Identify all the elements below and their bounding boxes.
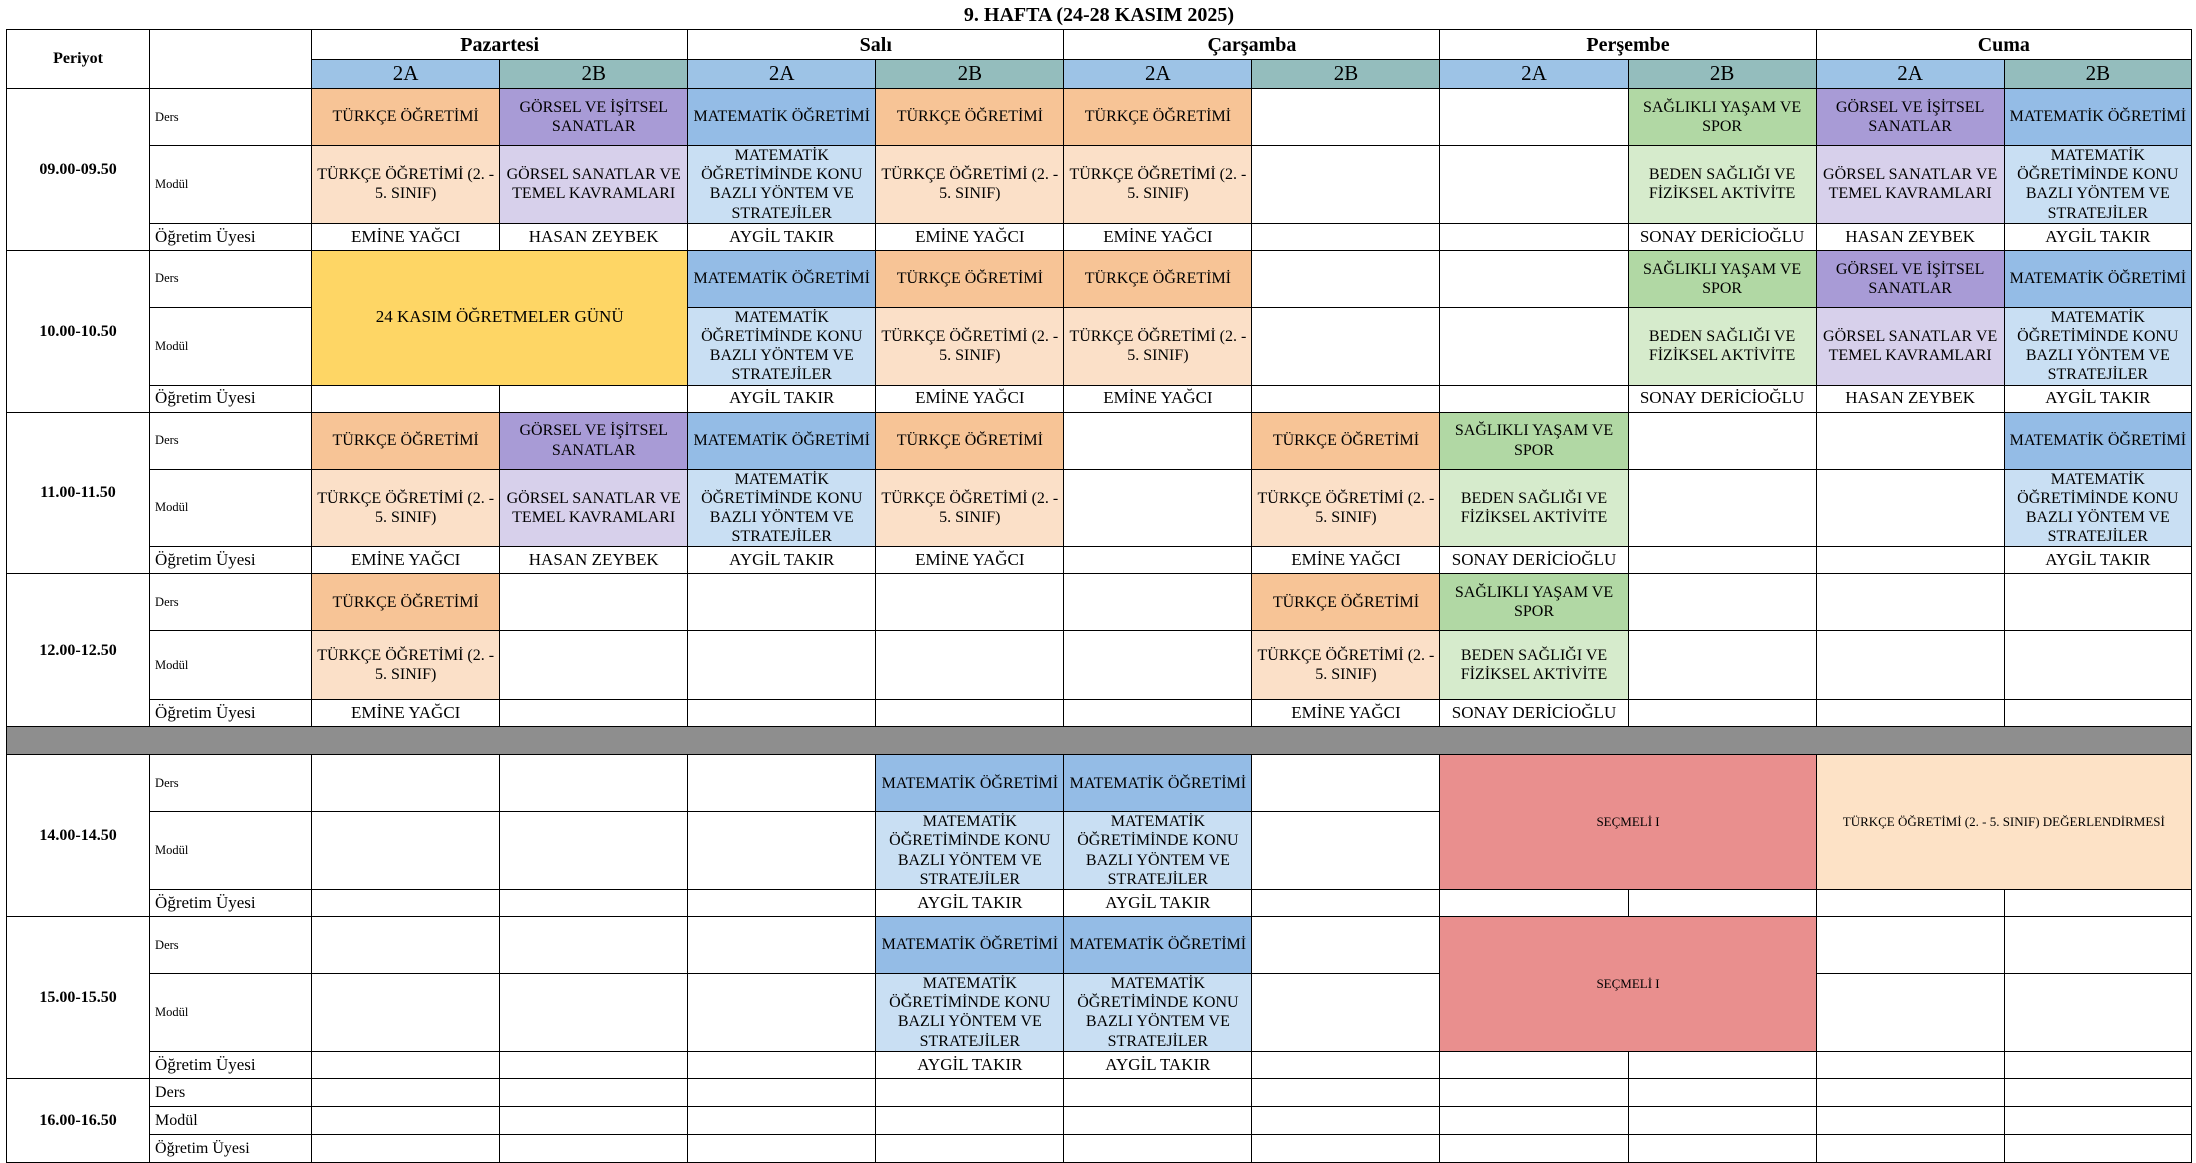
empty-cell (500, 574, 688, 631)
empty-cell (1628, 700, 1816, 727)
period-time: 09.00-09.50 (7, 89, 150, 251)
course-cell: TÜRKÇE ÖĞRETİMİ (1252, 412, 1440, 469)
row-label-ders: Ders (150, 574, 312, 631)
row-label-modul: Modül (150, 631, 312, 700)
module-cell: BEDEN SAĞLIĞI VE FİZİKSEL AKTİVİTE (1628, 307, 1816, 385)
row-label-ders: Ders (150, 917, 312, 974)
empty-cell (1064, 574, 1252, 631)
empty-cell (500, 1078, 688, 1106)
row-label-modul: Modül (150, 307, 312, 385)
course-cell: GÖRSEL VE İŞİTSEL SANATLAR (500, 412, 688, 469)
schedule-sheet (6, 0, 2192, 1163)
empty-cell (1816, 631, 2004, 700)
evaluation-cell: TÜRKÇE ÖĞRETİMİ (2. - 5. SINIF) DEĞERLENDİRMESİ (1816, 755, 2191, 890)
empty-cell (688, 631, 876, 700)
empty-cell (500, 700, 688, 727)
teacher-cell: HASAN ZEYBEK (500, 223, 688, 250)
period-time: 11.00-11.50 (7, 412, 150, 574)
teacher-cell: EMİNE YAĞCI (312, 700, 500, 727)
row-label-hoca: Öğretim Üyesi (150, 223, 312, 250)
teacher-cell: AYGİL TAKIR (2004, 223, 2191, 250)
empty-cell (1064, 1106, 1252, 1134)
teacher-cell: EMİNE YAĞCI (312, 223, 500, 250)
empty-cell (876, 574, 1064, 631)
period-time: 12.00-12.50 (7, 574, 150, 727)
teacher-cell: EMİNE YAĞCI (876, 547, 1064, 574)
empty-cell (312, 1051, 500, 1078)
weekly-schedule-table (6, 0, 2192, 1163)
empty-cell (1628, 1078, 1816, 1106)
empty-cell (1252, 223, 1440, 250)
module-cell: MATEMATİK ÖĞRETİMİNDE KONU BAZLI YÖNTEM VE STRATEJİLER (2004, 469, 2191, 547)
empty-cell (500, 755, 688, 812)
empty-cell (688, 574, 876, 631)
empty-cell (2004, 917, 2191, 974)
period-time: 16.00-16.50 (7, 1078, 150, 1162)
empty-cell (1440, 1106, 1628, 1134)
holiday-cell: 24 KASIM ÖĞRETMELER GÜNÜ (312, 250, 688, 385)
module-cell: MATEMATİK ÖĞRETİMİNDE KONU BAZLI YÖNTEM VE STRATEJİLER (688, 469, 876, 547)
teacher-cell: EMİNE YAĞCI (1252, 700, 1440, 727)
empty-cell (2004, 1134, 2191, 1162)
row-label-hoca: Öğretim Üyesi (150, 385, 312, 412)
empty-cell (2004, 890, 2191, 917)
empty-header-cell (150, 30, 312, 89)
row-label-hoca: Öğretim Üyesi (150, 547, 312, 574)
empty-cell (1440, 890, 1628, 917)
group-header: 2A (312, 60, 500, 89)
empty-cell (500, 1106, 688, 1134)
empty-cell (1252, 1078, 1440, 1106)
empty-cell (1816, 974, 2004, 1052)
course-cell: MATEMATİK ÖĞRETİMİ (688, 89, 876, 146)
group-header: 2A (1816, 60, 2004, 89)
course-cell: MATEMATİK ÖĞRETİMİ (1064, 917, 1252, 974)
empty-cell (1064, 1134, 1252, 1162)
empty-cell (1816, 890, 2004, 917)
teacher-cell: SONAY DERİCİOĞLU (1440, 700, 1628, 727)
empty-cell (1252, 250, 1440, 307)
module-cell: TÜRKÇE ÖĞRETİMİ (2. - 5. SINIF) (1252, 469, 1440, 547)
module-cell: GÖRSEL SANATLAR VE TEMEL KAVRAMLARI (1816, 146, 2004, 224)
empty-cell (312, 1078, 500, 1106)
module-cell: MATEMATİK ÖĞRETİMİNDE KONU BAZLI YÖNTEM VE STRATEJİLER (876, 974, 1064, 1052)
empty-cell (1628, 547, 1816, 574)
teacher-cell: AYGİL TAKIR (2004, 547, 2191, 574)
empty-cell (1252, 146, 1440, 224)
module-cell: MATEMATİK ÖĞRETİMİNDE KONU BAZLI YÖNTEM VE STRATEJİLER (2004, 146, 2191, 224)
teacher-cell: HASAN ZEYBEK (1816, 385, 2004, 412)
teacher-cell: EMİNE YAĞCI (876, 223, 1064, 250)
module-cell: BEDEN SAĞLIĞI VE FİZİKSEL AKTİVİTE (1628, 146, 1816, 224)
module-cell: TÜRKÇE ÖĞRETİMİ (2. - 5. SINIF) (876, 307, 1064, 385)
teacher-cell: SONAY DERİCİOĞLU (1440, 547, 1628, 574)
course-cell: TÜRKÇE ÖĞRETİMİ (876, 89, 1064, 146)
teacher-cell: AYGİL TAKIR (688, 385, 876, 412)
teacher-cell: AYGİL TAKIR (876, 890, 1064, 917)
empty-cell (1628, 574, 1816, 631)
empty-cell (2004, 631, 2191, 700)
course-cell: GÖRSEL VE İŞİTSEL SANATLAR (1816, 89, 2004, 146)
empty-cell (1064, 700, 1252, 727)
day-header-thursday: Perşembe (1440, 30, 1816, 60)
course-cell: MATEMATİK ÖĞRETİMİ (688, 412, 876, 469)
group-header: 2A (1064, 60, 1252, 89)
row-label-modul: Modül (150, 812, 312, 890)
course-cell: GÖRSEL VE İŞİTSEL SANATLAR (500, 89, 688, 146)
course-cell: TÜRKÇE ÖĞRETİMİ (312, 574, 500, 631)
empty-cell (1064, 469, 1252, 547)
module-cell: TÜRKÇE ÖĞRETİMİ (2. - 5. SINIF) (312, 631, 500, 700)
empty-cell (688, 700, 876, 727)
empty-cell (1252, 307, 1440, 385)
empty-cell (1252, 89, 1440, 146)
schedule-title: 9. HAFTA (24-28 KASIM 2025) (7, 0, 2192, 30)
elective-cell: SEÇMELİ I (1440, 917, 1816, 1052)
empty-cell (1628, 1106, 1816, 1134)
empty-cell (2004, 974, 2191, 1052)
empty-cell (500, 385, 688, 412)
empty-cell (1252, 974, 1440, 1052)
empty-cell (1628, 412, 1816, 469)
empty-cell (1816, 917, 2004, 974)
teacher-cell: HASAN ZEYBEK (500, 547, 688, 574)
row-label-ders: Ders (150, 250, 312, 307)
row-label-modul: Modül (150, 146, 312, 224)
course-cell: MATEMATİK ÖĞRETİMİ (876, 917, 1064, 974)
empty-cell (2004, 700, 2191, 727)
teacher-cell: AYGİL TAKIR (1064, 1051, 1252, 1078)
teacher-cell: AYGİL TAKIR (688, 547, 876, 574)
teacher-cell: EMİNE YAĞCI (1064, 385, 1252, 412)
module-cell: MATEMATİK ÖĞRETİMİNDE KONU BAZLI YÖNTEM VE STRATEJİLER (876, 812, 1064, 890)
empty-cell (1252, 1106, 1440, 1134)
empty-cell (1252, 1051, 1440, 1078)
module-cell: TÜRKÇE ÖĞRETİMİ (2. - 5. SINIF) (876, 469, 1064, 547)
empty-cell (1628, 469, 1816, 547)
course-cell: TÜRKÇE ÖĞRETİMİ (1064, 89, 1252, 146)
row-label-ders: Ders (150, 412, 312, 469)
row-label-ders: Ders (150, 1078, 312, 1106)
empty-cell (1064, 1078, 1252, 1106)
teacher-cell: AYGİL TAKIR (688, 223, 876, 250)
group-header: 2A (1440, 60, 1628, 89)
empty-cell (1064, 412, 1252, 469)
empty-cell (312, 1106, 500, 1134)
empty-cell (688, 755, 876, 812)
empty-cell (312, 917, 500, 974)
module-cell: BEDEN SAĞLIĞI VE FİZİKSEL AKTİVİTE (1440, 469, 1628, 547)
empty-cell (688, 1051, 876, 1078)
teacher-cell: AYGİL TAKIR (1064, 890, 1252, 917)
empty-cell (1440, 146, 1628, 224)
day-header-tuesday: Salı (688, 30, 1064, 60)
row-label-modul: Modül (150, 974, 312, 1052)
empty-cell (500, 1134, 688, 1162)
course-cell: MATEMATİK ÖĞRETİMİ (2004, 250, 2191, 307)
row-label-modul: Modül (150, 469, 312, 547)
empty-cell (2004, 1106, 2191, 1134)
row-label-ders: Ders (150, 89, 312, 146)
row-label-hoca: Öğretim Üyesi (150, 890, 312, 917)
course-cell: TÜRKÇE ÖĞRETİMİ (1064, 250, 1252, 307)
empty-cell (1252, 755, 1440, 812)
empty-cell (312, 812, 500, 890)
empty-cell (1816, 700, 2004, 727)
group-header: 2B (2004, 60, 2191, 89)
course-cell: TÜRKÇE ÖĞRETİMİ (1252, 574, 1440, 631)
empty-cell (1064, 631, 1252, 700)
empty-cell (688, 890, 876, 917)
empty-cell (1440, 89, 1628, 146)
teacher-cell: HASAN ZEYBEK (1816, 223, 2004, 250)
course-cell: TÜRKÇE ÖĞRETİMİ (312, 412, 500, 469)
course-cell: SAĞLIKLI YAŞAM VE SPOR (1628, 250, 1816, 307)
empty-cell (688, 1106, 876, 1134)
periyot-header: Periyot (7, 30, 150, 89)
empty-cell (1252, 812, 1440, 890)
course-cell: GÖRSEL VE İŞİTSEL SANATLAR (1816, 250, 2004, 307)
period-time: 10.00-10.50 (7, 250, 150, 412)
module-cell: MATEMATİK ÖĞRETİMİNDE KONU BAZLI YÖNTEM VE STRATEJİLER (1064, 812, 1252, 890)
empty-cell (876, 1078, 1064, 1106)
empty-cell (1816, 1134, 2004, 1162)
empty-cell (1252, 385, 1440, 412)
empty-cell (1816, 412, 2004, 469)
module-cell: TÜRKÇE ÖĞRETİMİ (2. - 5. SINIF) (1064, 307, 1252, 385)
group-header: 2A (688, 60, 876, 89)
module-cell: TÜRKÇE ÖĞRETİMİ (2. - 5. SINIF) (1064, 146, 1252, 224)
empty-cell (500, 890, 688, 917)
empty-cell (2004, 574, 2191, 631)
empty-cell (1252, 890, 1440, 917)
course-cell: TÜRKÇE ÖĞRETİMİ (876, 250, 1064, 307)
empty-cell (1252, 1134, 1440, 1162)
elective-cell: SEÇMELİ I (1440, 755, 1816, 890)
empty-cell (876, 631, 1064, 700)
empty-cell (2004, 1051, 2191, 1078)
teacher-cell: EMİNE YAĞCI (1252, 547, 1440, 574)
teacher-cell: EMİNE YAĞCI (876, 385, 1064, 412)
row-label-hoca: Öğretim Üyesi (150, 1134, 312, 1162)
module-cell: GÖRSEL SANATLAR VE TEMEL KAVRAMLARI (500, 146, 688, 224)
empty-cell (312, 385, 500, 412)
empty-cell (2004, 1078, 2191, 1106)
course-cell: SAĞLIKLI YAŞAM VE SPOR (1628, 89, 1816, 146)
course-cell: MATEMATİK ÖĞRETİMİ (2004, 412, 2191, 469)
module-cell: TÜRKÇE ÖĞRETİMİ (2. - 5. SINIF) (312, 146, 500, 224)
empty-cell (1628, 890, 1816, 917)
course-cell: SAĞLIKLI YAŞAM VE SPOR (1440, 412, 1628, 469)
empty-cell (1816, 1106, 2004, 1134)
empty-cell (688, 1134, 876, 1162)
period-time: 15.00-15.50 (7, 917, 150, 1079)
course-cell: TÜRKÇE ÖĞRETİMİ (312, 89, 500, 146)
empty-cell (1440, 1051, 1628, 1078)
empty-cell (1816, 1051, 2004, 1078)
empty-cell (1628, 631, 1816, 700)
empty-cell (1440, 1134, 1628, 1162)
empty-cell (500, 917, 688, 974)
empty-cell (876, 1134, 1064, 1162)
module-cell: MATEMATİK ÖĞRETİMİNDE KONU BAZLI YÖNTEM VE STRATEJİLER (688, 307, 876, 385)
course-cell: MATEMATİK ÖĞRETİMİ (688, 250, 876, 307)
module-cell: GÖRSEL SANATLAR VE TEMEL KAVRAMLARI (500, 469, 688, 547)
empty-cell (688, 917, 876, 974)
group-header: 2B (1252, 60, 1440, 89)
course-cell: MATEMATİK ÖĞRETİMİ (876, 755, 1064, 812)
lunch-break-separator (7, 727, 2192, 755)
empty-cell (1440, 250, 1628, 307)
empty-cell (1440, 223, 1628, 250)
empty-cell (1440, 307, 1628, 385)
group-header: 2B (876, 60, 1064, 89)
empty-cell (1440, 385, 1628, 412)
teacher-cell: SONAY DERİCİOĞLU (1628, 223, 1816, 250)
teacher-cell: SONAY DERİCİOĞLU (1628, 385, 1816, 412)
empty-cell (500, 812, 688, 890)
day-header-friday: Cuma (1816, 30, 2191, 60)
module-cell: MATEMATİK ÖĞRETİMİNDE KONU BAZLI YÖNTEM VE STRATEJİLER (688, 146, 876, 224)
empty-cell (688, 1078, 876, 1106)
empty-cell (1816, 469, 2004, 547)
row-label-ders: Ders (150, 755, 312, 812)
empty-cell (688, 812, 876, 890)
empty-cell (312, 755, 500, 812)
empty-cell (688, 974, 876, 1052)
course-cell: MATEMATİK ÖĞRETİMİ (2004, 89, 2191, 146)
day-header-wednesday: Çarşamba (1064, 30, 1440, 60)
period-time: 14.00-14.50 (7, 755, 150, 917)
empty-cell (876, 1106, 1064, 1134)
module-cell: TÜRKÇE ÖĞRETİMİ (2. - 5. SINIF) (312, 469, 500, 547)
day-header-monday: Pazartesi (312, 30, 688, 60)
teacher-cell: AYGİL TAKIR (2004, 385, 2191, 412)
module-cell: BEDEN SAĞLIĞI VE FİZİKSEL AKTİVİTE (1440, 631, 1628, 700)
teacher-cell: EMİNE YAĞCI (312, 547, 500, 574)
empty-cell (312, 974, 500, 1052)
empty-cell (1252, 917, 1440, 974)
module-cell: MATEMATİK ÖĞRETİMİNDE KONU BAZLI YÖNTEM VE STRATEJİLER (1064, 974, 1252, 1052)
group-header: 2B (500, 60, 688, 89)
course-cell: MATEMATİK ÖĞRETİMİ (1064, 755, 1252, 812)
empty-cell (312, 1134, 500, 1162)
empty-cell (312, 890, 500, 917)
empty-cell (1628, 1051, 1816, 1078)
module-cell: TÜRKÇE ÖĞRETİMİ (2. - 5. SINIF) (876, 146, 1064, 224)
empty-cell (500, 1051, 688, 1078)
empty-cell (876, 700, 1064, 727)
teacher-cell: EMİNE YAĞCI (1064, 223, 1252, 250)
module-cell: GÖRSEL SANATLAR VE TEMEL KAVRAMLARI (1816, 307, 2004, 385)
empty-cell (1628, 1134, 1816, 1162)
empty-cell (1816, 547, 2004, 574)
course-cell: SAĞLIKLI YAŞAM VE SPOR (1440, 574, 1628, 631)
row-label-hoca: Öğretim Üyesi (150, 1051, 312, 1078)
row-label-modul: Modül (150, 1106, 312, 1134)
empty-cell (1440, 1078, 1628, 1106)
empty-cell (1816, 1078, 2004, 1106)
empty-cell (1816, 574, 2004, 631)
row-label-hoca: Öğretim Üyesi (150, 700, 312, 727)
empty-cell (1064, 547, 1252, 574)
module-cell: TÜRKÇE ÖĞRETİMİ (2. - 5. SINIF) (1252, 631, 1440, 700)
empty-cell (500, 974, 688, 1052)
teacher-cell: AYGİL TAKIR (876, 1051, 1064, 1078)
module-cell: MATEMATİK ÖĞRETİMİNDE KONU BAZLI YÖNTEM VE STRATEJİLER (2004, 307, 2191, 385)
group-header: 2B (1628, 60, 1816, 89)
course-cell: TÜRKÇE ÖĞRETİMİ (876, 412, 1064, 469)
empty-cell (500, 631, 688, 700)
